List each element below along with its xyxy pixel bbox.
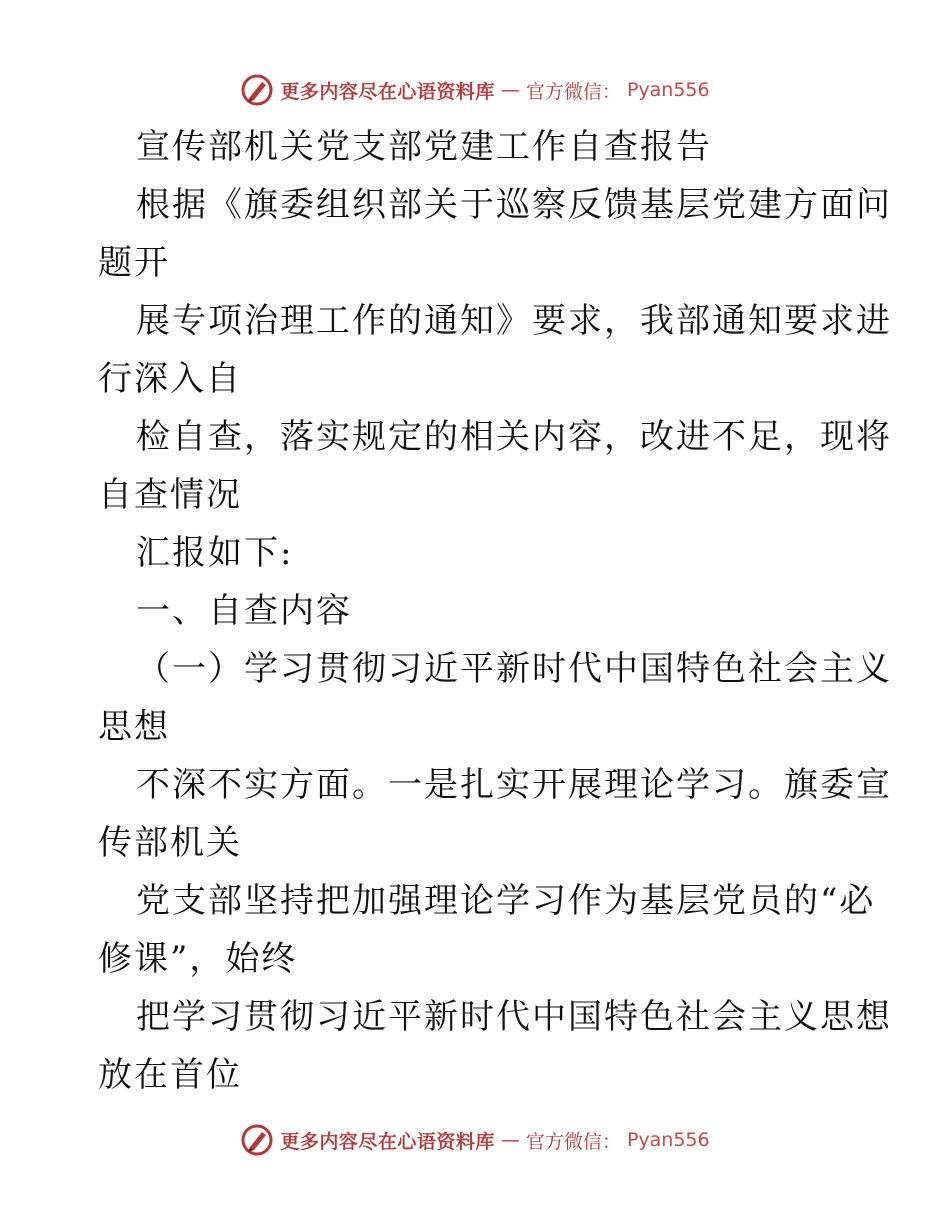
paragraph-line: 检自查，落实规定的相关内容，改进不足，现将 xyxy=(136,417,892,457)
banner-dash: — xyxy=(500,79,520,101)
footer-watermark-banner xyxy=(0,1120,950,1160)
paragraph-line: 行深入自 xyxy=(98,359,242,399)
paragraph-line: 汇报如下: xyxy=(136,533,294,573)
banner-wechat-label: 官方微信： xyxy=(525,80,621,103)
banner-wechat-id: Pyan556 xyxy=(626,1129,710,1151)
paragraph-line: 修课”，始终 xyxy=(98,939,298,979)
banner-site-text: 更多内容尽在心语资料库 xyxy=(280,1130,495,1153)
banner-site-text: 更多内容尽在心语资料库 xyxy=(280,80,495,103)
subsection-heading: （一）学习贯彻习近平新时代中国特色社会主义 xyxy=(136,649,892,689)
banner-wechat-id: Pyan556 xyxy=(626,79,710,101)
paragraph-line: 自查情况 xyxy=(98,475,242,515)
document-title: 宣传部机关党支部党建工作自查报告 xyxy=(136,127,712,167)
paragraph-line: 把学习贯彻习近平新时代中国特色社会主义思想 xyxy=(136,997,892,1037)
section-heading: 一、自查内容 xyxy=(136,591,352,631)
paragraph-line: 党支部坚持把加强理论学习作为基层党员的“必 xyxy=(136,881,876,921)
paragraph-line: 思想 xyxy=(98,707,170,747)
banner-dash: — xyxy=(500,1129,520,1151)
paragraph-line: 题开 xyxy=(98,243,170,283)
paragraph-line: 传部机关 xyxy=(98,823,242,863)
paragraph-line: 展专项治理工作的通知》要求，我部通知要求进 xyxy=(136,301,892,341)
paragraph-line: 放在首位 xyxy=(98,1055,242,1095)
pen-logo-icon xyxy=(240,1123,274,1157)
paragraph-line: 不深不实方面。一是扎实开展理论学习。旗委宣 xyxy=(136,765,892,805)
header-watermark-banner xyxy=(0,70,950,110)
banner-wechat-label: 官方微信： xyxy=(525,1130,621,1153)
document-body xyxy=(98,118,892,1104)
pen-logo-icon xyxy=(240,73,274,107)
paragraph-line: 根据《旗委组织部关于巡察反馈基层党建方面问 xyxy=(136,185,892,225)
